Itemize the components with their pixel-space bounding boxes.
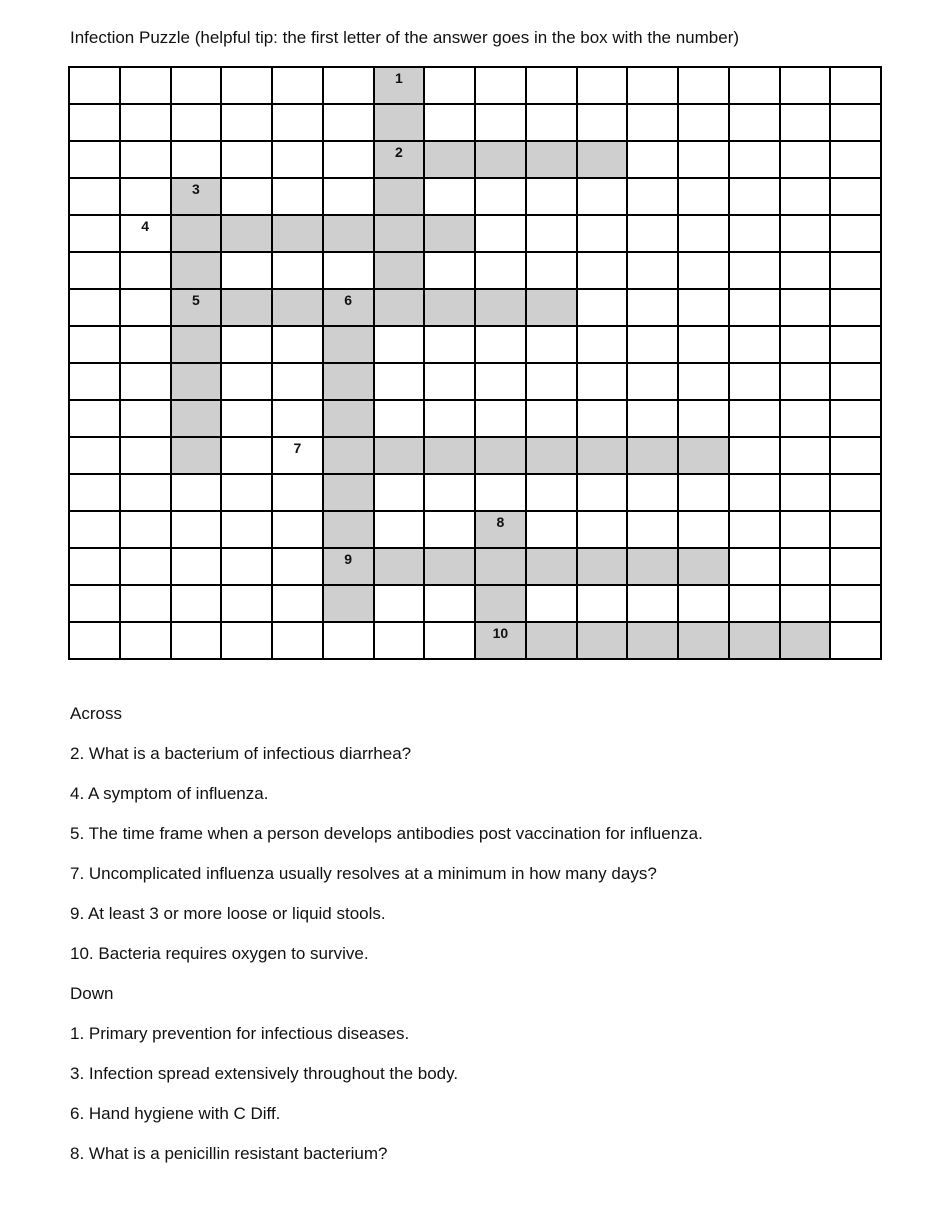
blank-cell bbox=[679, 142, 730, 179]
blank-cell bbox=[679, 290, 730, 327]
answer-cell[interactable] bbox=[476, 438, 527, 475]
blank-cell bbox=[121, 549, 172, 586]
down-clue: 3. Infection spread extensively throughout the body. bbox=[70, 1064, 459, 1083]
blank-cell bbox=[578, 512, 629, 549]
answer-cell[interactable] bbox=[324, 512, 375, 549]
blank-cell bbox=[375, 586, 426, 623]
answer-cell[interactable] bbox=[679, 549, 730, 586]
blank-cell bbox=[831, 253, 882, 290]
blank-cell bbox=[730, 327, 781, 364]
answer-cell[interactable] bbox=[172, 290, 223, 327]
blank-cell bbox=[578, 401, 629, 438]
blank-cell bbox=[172, 68, 223, 105]
blank-cell bbox=[324, 68, 375, 105]
blank-cell bbox=[70, 549, 121, 586]
crossword-grid bbox=[68, 66, 882, 660]
blank-cell bbox=[628, 586, 679, 623]
blank-cell bbox=[70, 142, 121, 179]
blank-cell bbox=[222, 438, 273, 475]
blank-cell bbox=[70, 68, 121, 105]
blank-cell bbox=[628, 68, 679, 105]
blank-cell bbox=[578, 179, 629, 216]
blank-cell bbox=[425, 364, 476, 401]
answer-cell[interactable] bbox=[476, 623, 527, 660]
blank-cell bbox=[121, 623, 172, 660]
answer-cell[interactable] bbox=[172, 179, 223, 216]
blank-cell bbox=[375, 327, 426, 364]
blank-cell bbox=[121, 290, 172, 327]
blank-cell bbox=[628, 105, 679, 142]
answer-cell[interactable] bbox=[425, 216, 476, 253]
answer-cell[interactable] bbox=[375, 142, 426, 179]
blank-cell bbox=[679, 216, 730, 253]
blank-cell bbox=[781, 475, 832, 512]
blank-cell bbox=[273, 438, 324, 475]
blank-cell bbox=[222, 142, 273, 179]
blank-cell bbox=[730, 216, 781, 253]
answer-cell[interactable] bbox=[172, 364, 223, 401]
blank-cell bbox=[831, 475, 882, 512]
answer-cell[interactable] bbox=[476, 142, 527, 179]
blank-cell bbox=[831, 68, 882, 105]
blank-cell bbox=[70, 179, 121, 216]
answer-cell[interactable] bbox=[375, 68, 426, 105]
blank-cell bbox=[121, 327, 172, 364]
blank-cell bbox=[70, 364, 121, 401]
blank-cell bbox=[831, 438, 882, 475]
blank-cell bbox=[324, 623, 375, 660]
blank-cell bbox=[781, 68, 832, 105]
blank-cell bbox=[831, 105, 882, 142]
blank-cell bbox=[222, 512, 273, 549]
blank-cell bbox=[70, 105, 121, 142]
down-clue: 6. Hand hygiene with C Diff. bbox=[70, 1104, 281, 1123]
blank-cell bbox=[730, 549, 781, 586]
blank-cell bbox=[831, 623, 882, 660]
blank-cell bbox=[476, 179, 527, 216]
across-clue: 4. A symptom of influenza. bbox=[70, 784, 269, 803]
blank-cell bbox=[70, 512, 121, 549]
blank-cell bbox=[222, 401, 273, 438]
answer-cell[interactable] bbox=[375, 179, 426, 216]
blank-cell bbox=[628, 290, 679, 327]
clue-number: 9 bbox=[344, 551, 353, 567]
across-clue: 10. Bacteria requires oxygen to survive. bbox=[70, 944, 369, 963]
clue-number: 10 bbox=[492, 625, 509, 641]
blank-cell bbox=[70, 253, 121, 290]
blank-cell bbox=[425, 105, 476, 142]
down-heading: Down bbox=[70, 984, 114, 1003]
blank-cell bbox=[679, 475, 730, 512]
blank-cell bbox=[273, 253, 324, 290]
blank-cell bbox=[172, 105, 223, 142]
blank-cell bbox=[121, 105, 172, 142]
blank-cell bbox=[730, 179, 781, 216]
answer-cell[interactable] bbox=[425, 549, 476, 586]
blank-cell bbox=[578, 216, 629, 253]
blank-cell bbox=[781, 105, 832, 142]
blank-cell bbox=[222, 364, 273, 401]
blank-cell bbox=[781, 438, 832, 475]
blank-cell bbox=[578, 105, 629, 142]
blank-cell bbox=[121, 142, 172, 179]
blank-cell bbox=[831, 216, 882, 253]
blank-cell bbox=[628, 142, 679, 179]
blank-cell bbox=[578, 68, 629, 105]
clue-number: 6 bbox=[344, 292, 353, 308]
answer-cell[interactable] bbox=[527, 438, 578, 475]
blank-cell bbox=[679, 179, 730, 216]
blank-cell bbox=[781, 179, 832, 216]
answer-cell[interactable] bbox=[476, 549, 527, 586]
blank-cell bbox=[273, 475, 324, 512]
blank-cell bbox=[172, 142, 223, 179]
blank-cell bbox=[831, 290, 882, 327]
blank-cell bbox=[831, 401, 882, 438]
blank-cell bbox=[273, 623, 324, 660]
answer-cell[interactable] bbox=[476, 290, 527, 327]
blank-cell bbox=[273, 586, 324, 623]
blank-cell bbox=[831, 512, 882, 549]
answer-cell[interactable] bbox=[273, 290, 324, 327]
clue-number: 4 bbox=[141, 218, 150, 234]
answer-cell[interactable] bbox=[476, 586, 527, 623]
blank-cell bbox=[375, 512, 426, 549]
answer-cell[interactable] bbox=[628, 549, 679, 586]
blank-cell bbox=[578, 290, 629, 327]
blank-cell bbox=[628, 512, 679, 549]
blank-cell bbox=[273, 105, 324, 142]
blank-cell bbox=[222, 475, 273, 512]
answer-cell[interactable] bbox=[375, 105, 426, 142]
blank-cell bbox=[527, 586, 578, 623]
answer-cell[interactable] bbox=[425, 438, 476, 475]
blank-cell bbox=[578, 327, 629, 364]
answer-cell[interactable] bbox=[425, 142, 476, 179]
answer-cell[interactable] bbox=[222, 216, 273, 253]
blank-cell bbox=[70, 327, 121, 364]
blank-cell bbox=[273, 401, 324, 438]
across-heading: Across bbox=[70, 704, 122, 723]
blank-cell bbox=[425, 253, 476, 290]
blank-cell bbox=[324, 253, 375, 290]
blank-cell bbox=[222, 105, 273, 142]
blank-cell bbox=[121, 586, 172, 623]
answer-cell[interactable] bbox=[527, 142, 578, 179]
blank-cell bbox=[121, 216, 172, 253]
blank-cell bbox=[679, 68, 730, 105]
blank-cell bbox=[679, 401, 730, 438]
answer-cell[interactable] bbox=[324, 586, 375, 623]
blank-cell bbox=[425, 475, 476, 512]
blank-cell bbox=[730, 105, 781, 142]
blank-cell bbox=[222, 549, 273, 586]
blank-cell bbox=[781, 364, 832, 401]
blank-cell bbox=[70, 290, 121, 327]
answer-cell[interactable] bbox=[375, 253, 426, 290]
blank-cell bbox=[273, 327, 324, 364]
answer-cell[interactable] bbox=[425, 290, 476, 327]
blank-cell bbox=[324, 105, 375, 142]
blank-cell bbox=[679, 105, 730, 142]
answer-cell[interactable] bbox=[324, 401, 375, 438]
blank-cell bbox=[679, 364, 730, 401]
blank-cell bbox=[222, 253, 273, 290]
blank-cell bbox=[476, 105, 527, 142]
blank-cell bbox=[425, 68, 476, 105]
blank-cell bbox=[273, 179, 324, 216]
answer-cell[interactable] bbox=[781, 623, 832, 660]
blank-cell bbox=[375, 475, 426, 512]
blank-cell bbox=[172, 549, 223, 586]
blank-cell bbox=[831, 549, 882, 586]
answer-cell[interactable] bbox=[578, 438, 629, 475]
answer-cell[interactable] bbox=[172, 216, 223, 253]
answer-cell[interactable] bbox=[324, 364, 375, 401]
page-title: Infection Puzzle (helpful tip: the first letter of the answer goes in the box with the number) bbox=[70, 28, 740, 47]
blank-cell bbox=[121, 179, 172, 216]
answer-cell[interactable] bbox=[172, 401, 223, 438]
blank-cell bbox=[831, 142, 882, 179]
answer-cell[interactable] bbox=[679, 623, 730, 660]
blank-cell bbox=[172, 586, 223, 623]
blank-cell bbox=[628, 475, 679, 512]
blank-cell bbox=[70, 623, 121, 660]
answer-cell[interactable] bbox=[324, 327, 375, 364]
blank-cell bbox=[781, 216, 832, 253]
blank-cell bbox=[679, 327, 730, 364]
blank-cell bbox=[375, 623, 426, 660]
blank-cell bbox=[527, 105, 578, 142]
blank-cell bbox=[324, 179, 375, 216]
blank-cell bbox=[578, 586, 629, 623]
blank-cell bbox=[476, 401, 527, 438]
blank-cell bbox=[273, 142, 324, 179]
answer-cell[interactable] bbox=[527, 549, 578, 586]
blank-cell bbox=[172, 623, 223, 660]
blank-cell bbox=[679, 253, 730, 290]
answer-cell[interactable] bbox=[628, 623, 679, 660]
blank-cell bbox=[222, 586, 273, 623]
answer-cell[interactable] bbox=[273, 216, 324, 253]
blank-cell bbox=[781, 253, 832, 290]
answer-cell[interactable] bbox=[527, 290, 578, 327]
answer-cell[interactable] bbox=[172, 327, 223, 364]
across-clue: 9. At least 3 or more loose or liquid stools. bbox=[70, 904, 386, 923]
blank-cell bbox=[628, 401, 679, 438]
blank-cell bbox=[476, 216, 527, 253]
clues-section bbox=[70, 704, 910, 1184]
blank-cell bbox=[425, 586, 476, 623]
blank-cell bbox=[273, 512, 324, 549]
blank-cell bbox=[628, 364, 679, 401]
answer-cell[interactable] bbox=[172, 253, 223, 290]
across-clue: 5. The time frame when a person develops antibodies post vaccination for influenza. bbox=[70, 824, 703, 843]
blank-cell bbox=[730, 438, 781, 475]
blank-cell bbox=[273, 364, 324, 401]
blank-cell bbox=[121, 401, 172, 438]
blank-cell bbox=[527, 512, 578, 549]
answer-cell[interactable] bbox=[324, 438, 375, 475]
blank-cell bbox=[781, 142, 832, 179]
blank-cell bbox=[527, 216, 578, 253]
blank-cell bbox=[70, 475, 121, 512]
blank-cell bbox=[222, 179, 273, 216]
blank-cell bbox=[324, 142, 375, 179]
blank-cell bbox=[781, 549, 832, 586]
blank-cell bbox=[476, 327, 527, 364]
blank-cell bbox=[730, 142, 781, 179]
answer-cell[interactable] bbox=[324, 475, 375, 512]
blank-cell bbox=[628, 179, 679, 216]
blank-cell bbox=[628, 253, 679, 290]
blank-cell bbox=[578, 364, 629, 401]
blank-cell bbox=[730, 68, 781, 105]
answer-cell[interactable] bbox=[324, 216, 375, 253]
answer-cell[interactable] bbox=[324, 290, 375, 327]
answer-cell[interactable] bbox=[222, 290, 273, 327]
blank-cell bbox=[628, 327, 679, 364]
blank-cell bbox=[476, 475, 527, 512]
blank-cell bbox=[730, 364, 781, 401]
answer-cell[interactable] bbox=[578, 623, 629, 660]
blank-cell bbox=[172, 512, 223, 549]
blank-cell bbox=[730, 401, 781, 438]
answer-cell[interactable] bbox=[375, 438, 426, 475]
blank-cell bbox=[679, 512, 730, 549]
answer-cell[interactable] bbox=[628, 438, 679, 475]
blank-cell bbox=[121, 68, 172, 105]
answer-cell[interactable] bbox=[172, 438, 223, 475]
blank-cell bbox=[527, 68, 578, 105]
blank-cell bbox=[831, 364, 882, 401]
blank-cell bbox=[527, 364, 578, 401]
blank-cell bbox=[425, 179, 476, 216]
blank-cell bbox=[70, 216, 121, 253]
blank-cell bbox=[70, 401, 121, 438]
blank-cell bbox=[781, 290, 832, 327]
blank-cell bbox=[831, 327, 882, 364]
blank-cell bbox=[578, 475, 629, 512]
blank-cell bbox=[476, 253, 527, 290]
blank-cell bbox=[781, 586, 832, 623]
answer-cell[interactable] bbox=[375, 290, 426, 327]
blank-cell bbox=[121, 475, 172, 512]
blank-cell bbox=[730, 290, 781, 327]
clue-number: 5 bbox=[191, 292, 200, 308]
blank-cell bbox=[375, 401, 426, 438]
blank-cell bbox=[222, 68, 273, 105]
down-clue: 1. Primary prevention for infectious diseases. bbox=[70, 1024, 410, 1043]
blank-cell bbox=[222, 623, 273, 660]
blank-cell bbox=[273, 68, 324, 105]
clue-number: 7 bbox=[293, 440, 302, 456]
blank-cell bbox=[222, 327, 273, 364]
blank-cell bbox=[527, 327, 578, 364]
blank-cell bbox=[730, 512, 781, 549]
blank-cell bbox=[172, 475, 223, 512]
blank-cell bbox=[628, 216, 679, 253]
answer-cell[interactable] bbox=[730, 623, 781, 660]
blank-cell bbox=[578, 253, 629, 290]
blank-cell bbox=[121, 512, 172, 549]
blank-cell bbox=[273, 549, 324, 586]
blank-cell bbox=[527, 253, 578, 290]
blank-cell bbox=[730, 475, 781, 512]
down-clue: 8. What is a penicillin resistant bacterium? bbox=[70, 1144, 388, 1163]
blank-cell bbox=[121, 253, 172, 290]
answer-cell[interactable] bbox=[375, 549, 426, 586]
blank-cell bbox=[70, 586, 121, 623]
blank-cell bbox=[781, 327, 832, 364]
blank-cell bbox=[70, 438, 121, 475]
blank-cell bbox=[375, 364, 426, 401]
blank-cell bbox=[425, 327, 476, 364]
blank-cell bbox=[425, 401, 476, 438]
answer-cell[interactable] bbox=[324, 549, 375, 586]
answer-cell[interactable] bbox=[527, 623, 578, 660]
clue-number: 3 bbox=[191, 181, 200, 197]
blank-cell bbox=[121, 364, 172, 401]
answer-cell[interactable] bbox=[679, 438, 730, 475]
blank-cell bbox=[831, 179, 882, 216]
clue-number: 8 bbox=[496, 514, 505, 530]
clue-number: 1 bbox=[394, 70, 403, 86]
blank-cell bbox=[781, 401, 832, 438]
across-clue: 7. Uncomplicated influenza usually resolves at a minimum in how many days? bbox=[70, 864, 657, 883]
blank-cell bbox=[679, 586, 730, 623]
blank-cell bbox=[527, 179, 578, 216]
answer-cell[interactable] bbox=[476, 512, 527, 549]
blank-cell bbox=[476, 68, 527, 105]
blank-cell bbox=[730, 253, 781, 290]
answer-cell[interactable] bbox=[578, 549, 629, 586]
blank-cell bbox=[527, 475, 578, 512]
clue-number: 2 bbox=[394, 144, 403, 160]
answer-cell[interactable] bbox=[578, 142, 629, 179]
blank-cell bbox=[781, 512, 832, 549]
blank-cell bbox=[831, 586, 882, 623]
blank-cell bbox=[476, 364, 527, 401]
blank-cell bbox=[425, 623, 476, 660]
blank-cell bbox=[527, 401, 578, 438]
answer-cell[interactable] bbox=[375, 216, 426, 253]
blank-cell bbox=[730, 586, 781, 623]
blank-cell bbox=[121, 438, 172, 475]
blank-cell bbox=[425, 512, 476, 549]
across-clue: 2. What is a bacterium of infectious diarrhea? bbox=[70, 744, 412, 763]
